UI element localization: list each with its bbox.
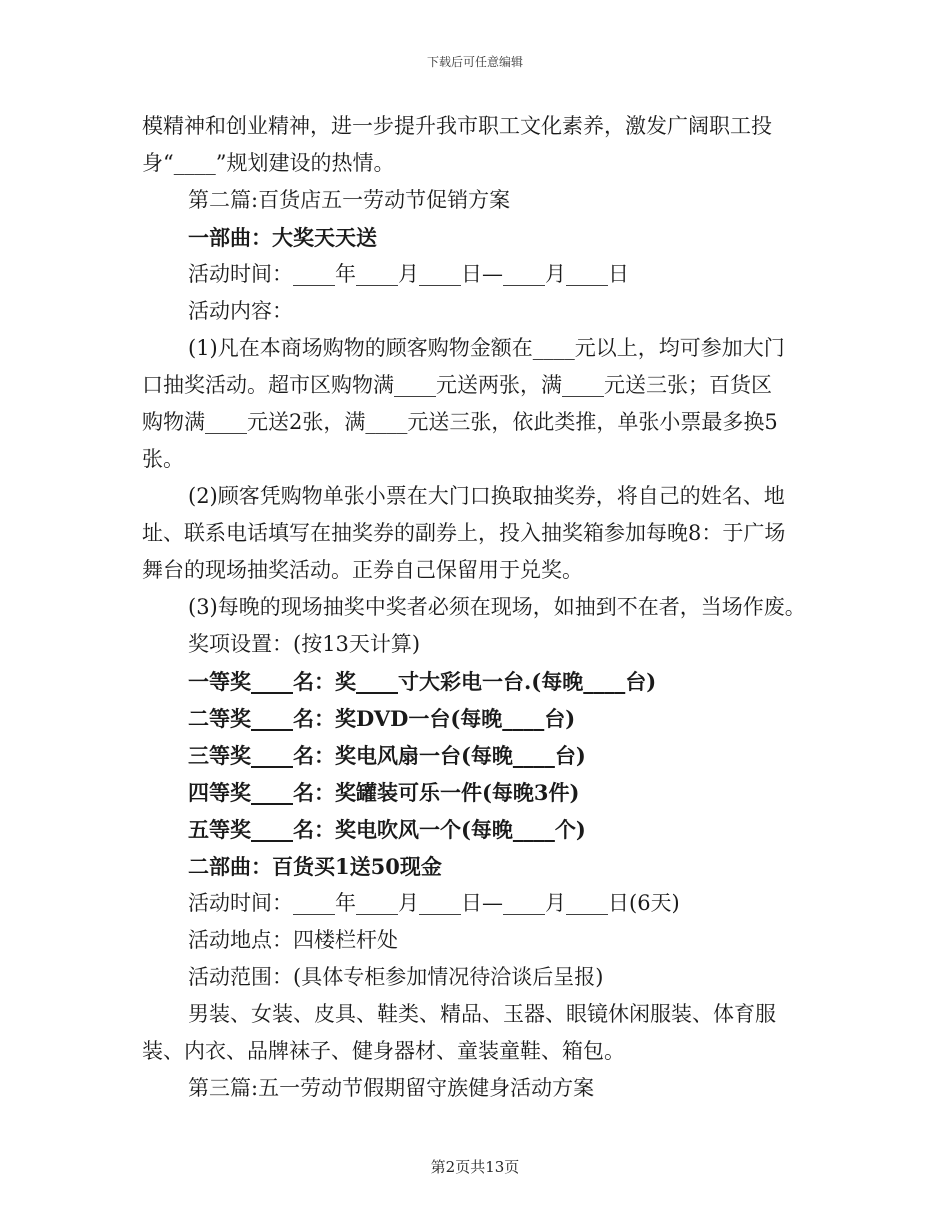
paragraph-line: 活动地点：四楼栏杆处 bbox=[188, 928, 398, 952]
prize-line: 三等奖____名：奖电风扇一台(每晚____台) bbox=[188, 743, 586, 768]
paragraph-line: (1)凡在本商场购物的顾客购物金额在____元以上，均可参加大门 bbox=[188, 336, 785, 360]
paragraph-line: 活动时间：____年____月____日—____月____日(6天) bbox=[188, 891, 680, 915]
paragraph-line: 活动内容： bbox=[188, 299, 293, 323]
document-body bbox=[142, 108, 842, 1107]
paragraph-line: (3)每晚的现场抽奖中奖者必须在现场，如抽到不在者，当场作废。 bbox=[188, 595, 806, 619]
subsection-title: 二部曲：百货买1送50现金 bbox=[188, 854, 442, 879]
paragraph-line: 张。 bbox=[142, 447, 184, 471]
paragraph-line: 活动时间：____年____月____日—____月____日 bbox=[188, 262, 629, 286]
paragraph-line: (2)顾客凭购物单张小票在大门口换取抽奖券，将自己的姓名、地 bbox=[188, 484, 785, 508]
prize-line: 二等奖____名：奖DVD一台(每晚____台) bbox=[188, 706, 576, 731]
section-title: 第三篇:五一劳动节假期留守族健身活动方案 bbox=[188, 1076, 595, 1100]
paragraph-line: 址、联系电话填写在抽奖券的副券上，投入抽奖箱参加每晚8：于广场 bbox=[142, 521, 786, 545]
paragraph-line: 舞台的现场抽奖活动。正券自己保留用于兑奖。 bbox=[142, 558, 583, 582]
paragraph-line: 男装、女装、皮具、鞋类、精品、玉器、眼镜休闲服装、体育服 bbox=[188, 1002, 776, 1026]
section-title: 第二篇:百货店五一劳动节促销方案 bbox=[188, 188, 511, 212]
prize-line: 五等奖____名：奖电吹风一个(每晚____个) bbox=[188, 817, 586, 842]
page-number: 第2页共13页 bbox=[430, 1158, 520, 1176]
paragraph-line: 奖项设置：(按13天计算) bbox=[188, 632, 421, 656]
subsection-title: 一部曲：大奖天天送 bbox=[188, 225, 377, 250]
paragraph-line: 活动范围：(具体专柜参加情况待洽谈后呈报) bbox=[188, 965, 604, 989]
paragraph-line: 模精神和创业精神，进一步提升我市职工文化素养，激发广阔职工投 bbox=[142, 114, 772, 138]
paragraph-line: 购物满____元送2张，满____元送三张，依此类推，单张小票最多换5 bbox=[142, 410, 778, 434]
paragraph-line: 身“____”规划建设的热情。 bbox=[142, 151, 395, 175]
paragraph-line: 装、内衣、品牌袜子、健身器材、童装童鞋、箱包。 bbox=[142, 1039, 625, 1063]
prize-line: 一等奖____名：奖____寸大彩电一台.(每晚____台) bbox=[188, 669, 657, 694]
paragraph-line: 口抽奖活动。超市区购物满____元送两张，满____元送三张；百货区 bbox=[142, 373, 772, 397]
prize-line: 四等奖____名：奖罐装可乐一件(每晚3件) bbox=[188, 780, 580, 805]
header-note: 下载后可任意编辑 bbox=[426, 55, 523, 69]
